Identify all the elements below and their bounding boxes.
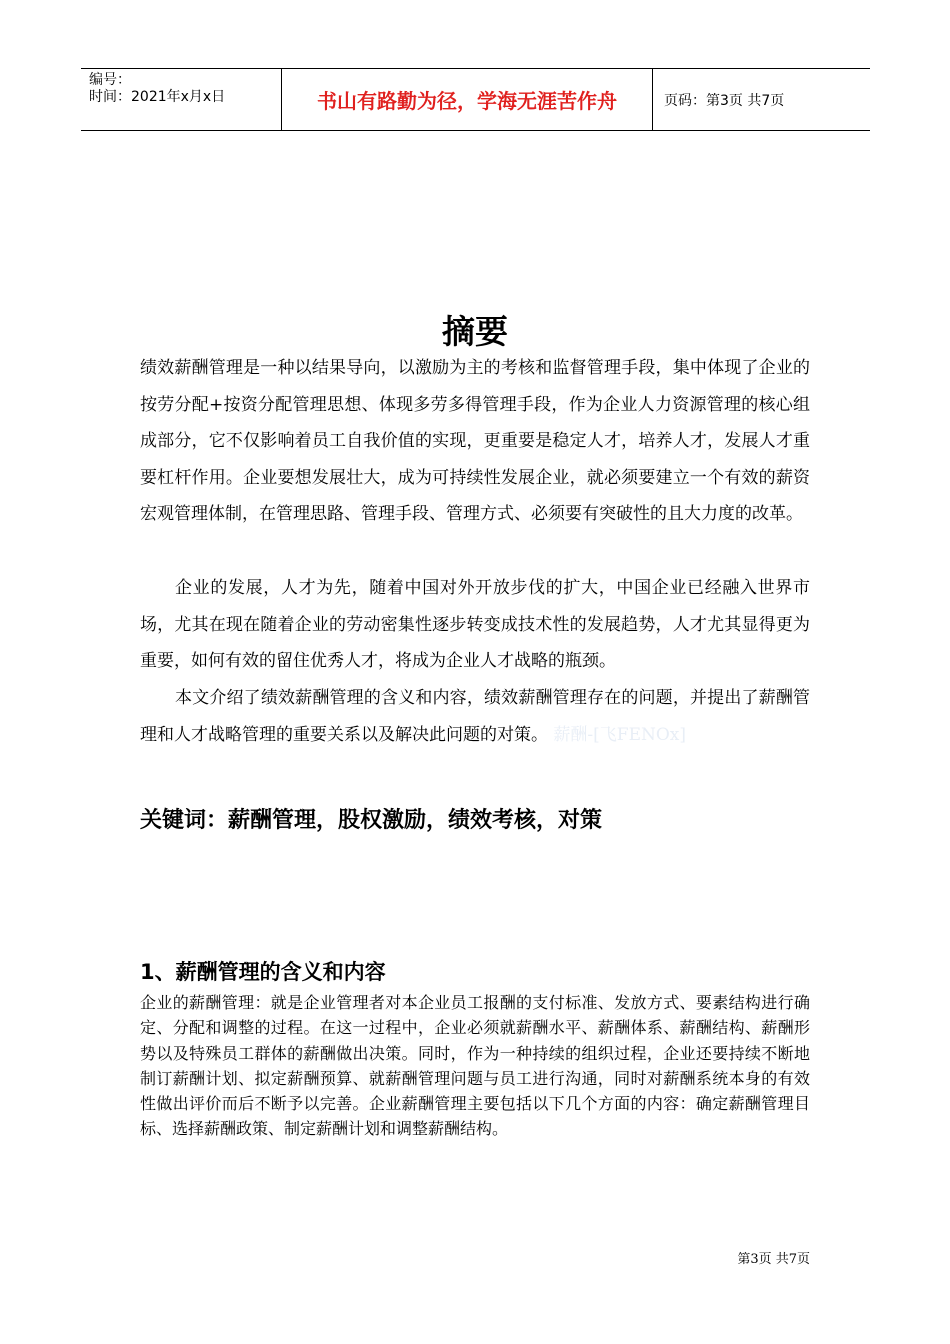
section-body: 企业的薪酬管理：就是企业管理者对本企业员工报酬的支付标准、发放方式、要素结构进行确定、分配和调整的过程。在这一过程中，企业必须就薪酬水平、薪酬体系、薪酬结构、薪酬形势以及特殊员工群体的薪酬做出决策。同时，作为一种持续的组织过程，企业还要持续不断地制订薪酬计划、拟定薪酬预算、就薪酬管理问题与员工进行沟通，同时对薪酬系统本身的有效性做出评价而后不断予以完善。企业薪酬管理主要包括以下几个方面的内容：确定薪酬管理目标、选择薪酬政策、制定薪酬计划和调整薪酬结构。 [140, 993, 810, 1139]
abstract-paragraph-3-text: 本文介绍了绩效薪酬管理的含义和内容，绩效薪酬管理存在的问题，并提出了薪酬管理和人才战略管理的重要关系以及解决此问题的对策。 [140, 688, 810, 745]
abstract-paragraph-1: 绩效薪酬管理是一种以结果导向，以激励为主的考核和监督管理手段，集中体现了企业的按劳分配+按资分配管理思想、体现多劳多得管理手段，作为企业人力资源管理的核心组成部分，它不仅影响着员工自我价值的实现，更重要是稳定人才，培养人才，发展人才重要杠杆作用。企业要想发展壮大，成为可持续性发展企业，就必须要建立一个有效的薪资宏观管理体制，在管理思路、管理手段、管理方式、必须要有突破性的且大力度的改革。 [140, 358, 810, 524]
header-motto: 书山有路勤为径，学海无涯苦作舟 [281, 69, 653, 130]
header-info [81, 69, 281, 130]
header-page-number: 页码：第3页 共7页 [664, 92, 785, 109]
header-code: 编号： [89, 72, 131, 88]
abstract-paragraph-2: 企业的发展，人才为先，随着中国对外开放步伐的扩大，中国企业已经融入世界市场，尤其在现在随着企业的劳动密集性逐步转变成技术性的发展趋势，人才尤其显得更为重要，如何有效的留住优秀人才，将成为企业人才战略的瓶颈。 [140, 578, 810, 671]
header-time: 时间：2021年x月x日 [89, 89, 226, 105]
page-title: 摘要 [442, 312, 508, 351]
watermark-text: 薪酬-[飞FENOx] [553, 724, 687, 745]
page-header [81, 68, 870, 131]
section-heading: 1、薪酬管理的含义和内容 [140, 960, 386, 984]
abstract-paragraph-3 [140, 680, 810, 753]
page-footer: 第3页 共7页 [737, 1252, 810, 1267]
keywords: 关键词：薪酬管理，股权激励，绩效考核，对策 [140, 808, 603, 833]
